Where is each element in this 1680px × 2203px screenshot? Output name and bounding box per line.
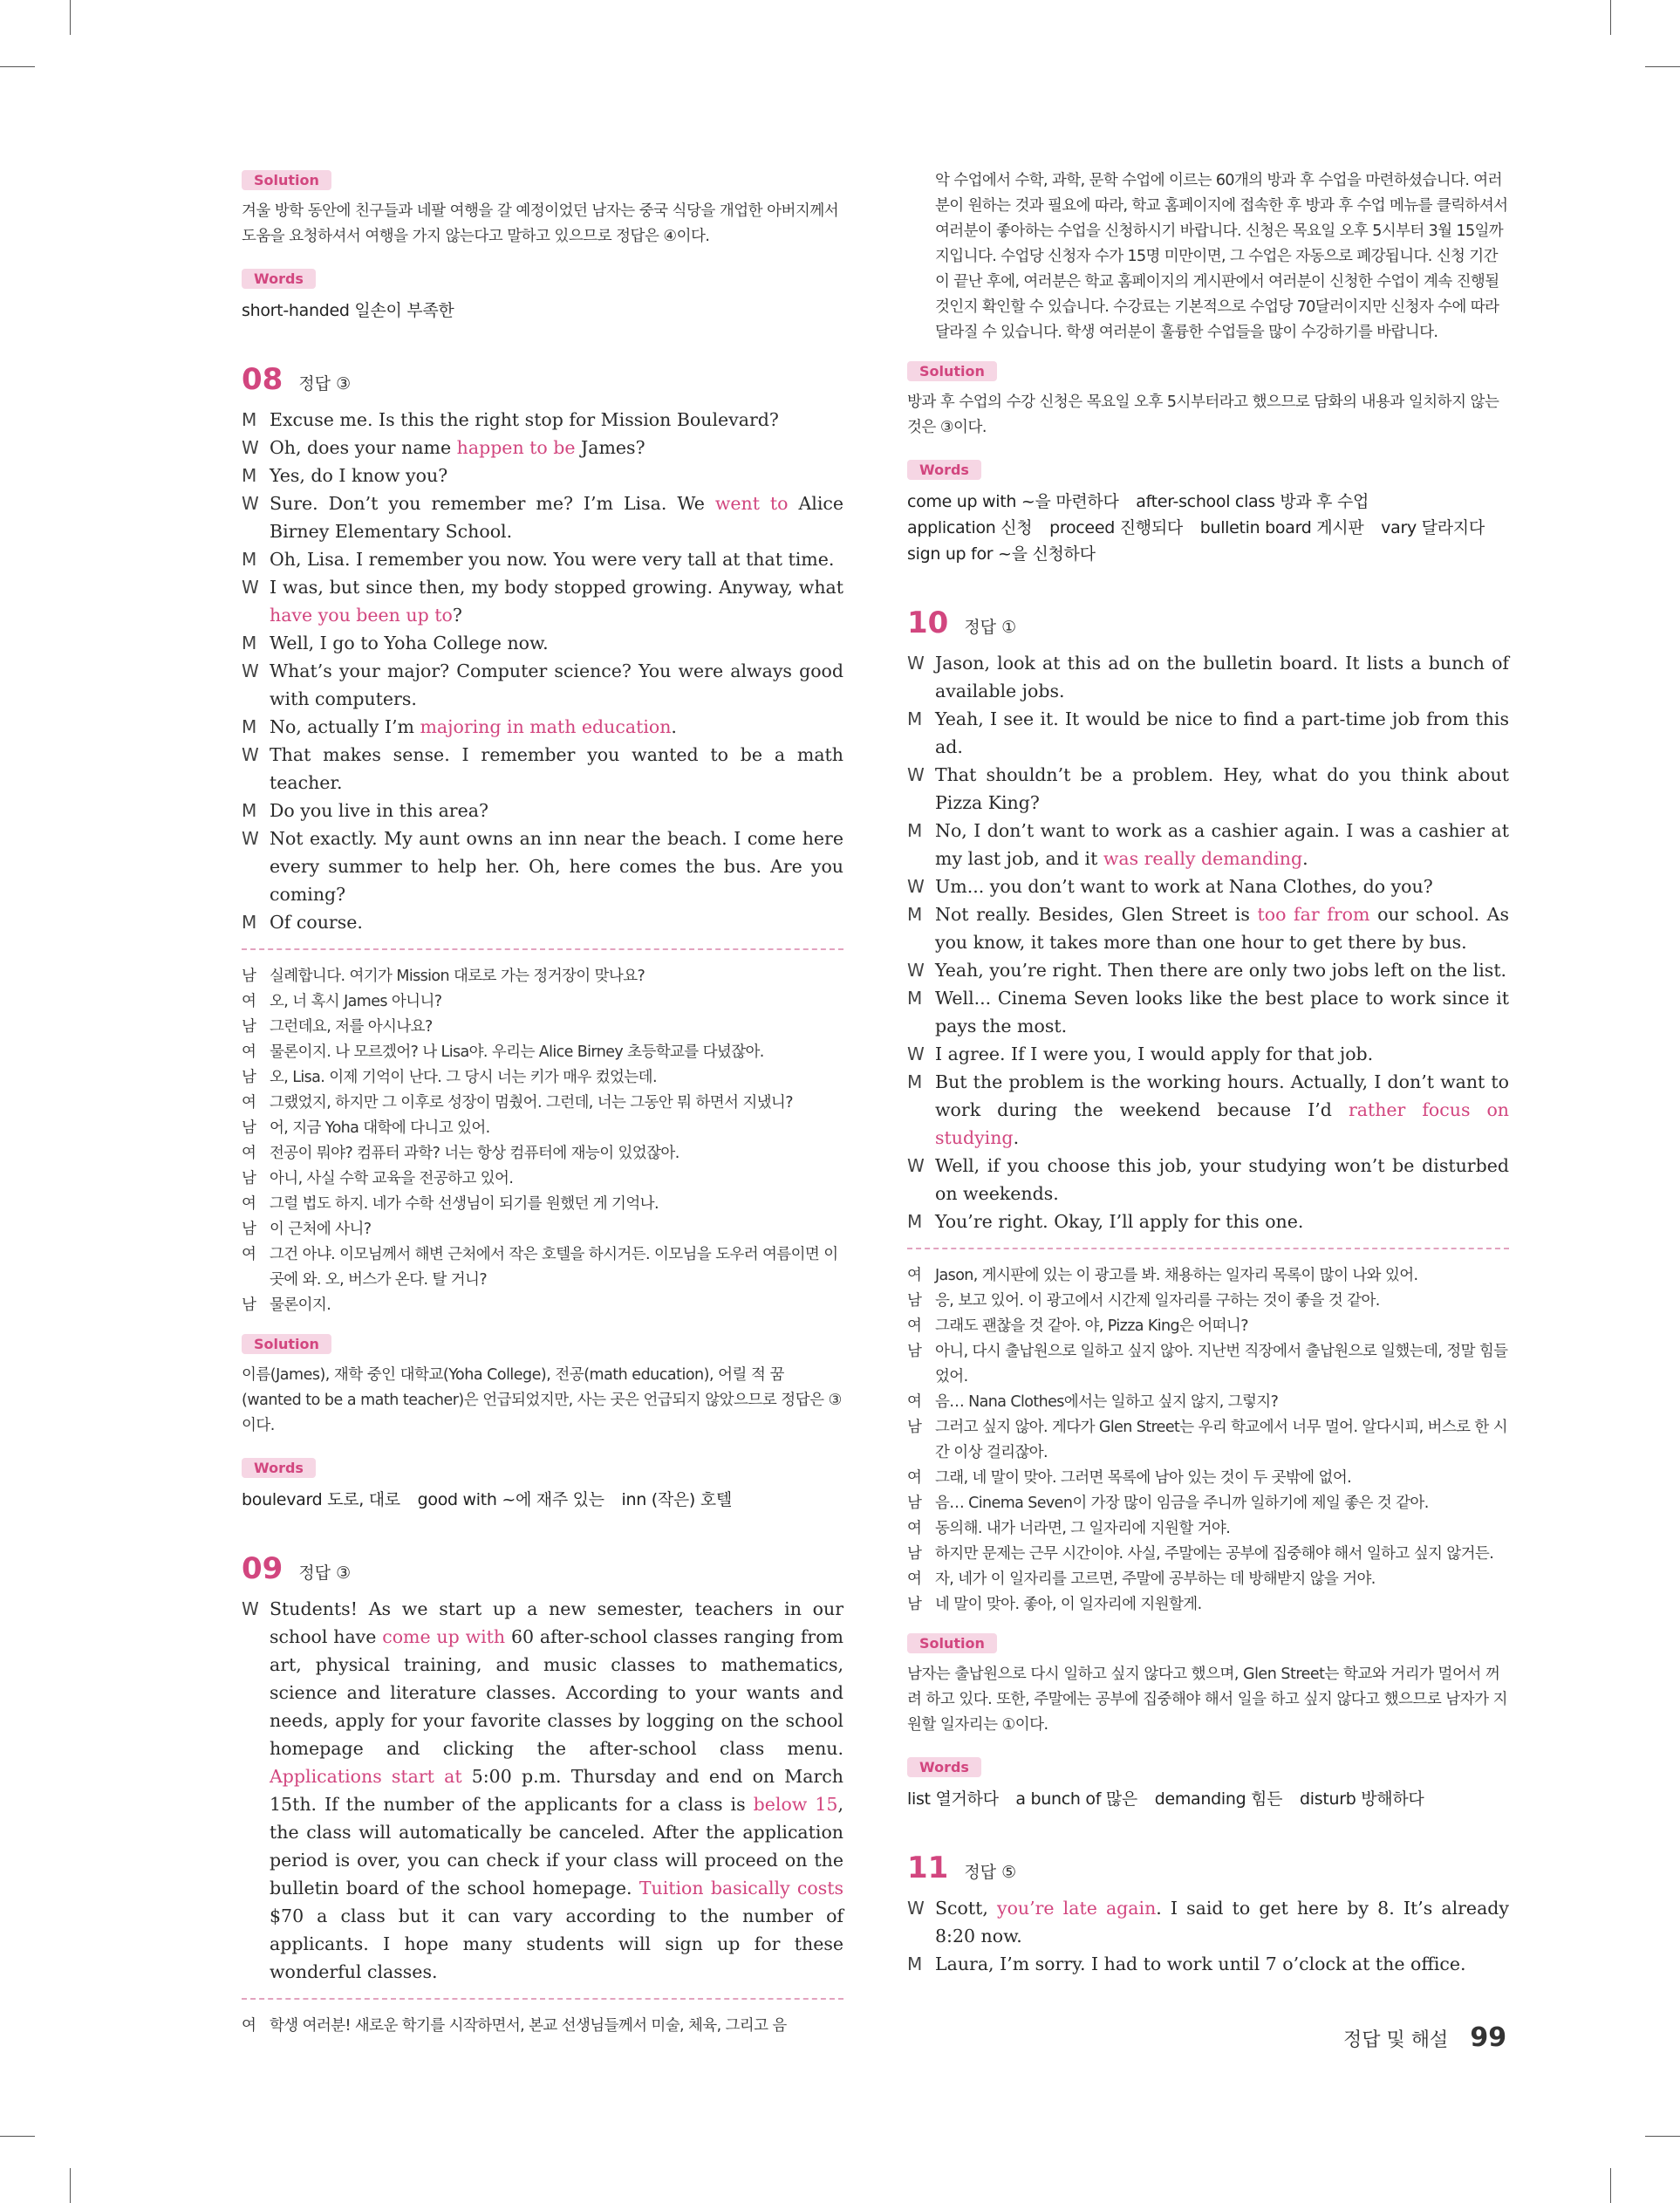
highlighted-phrase: you’re late again [996,1898,1157,1919]
speaker: W [907,764,925,785]
text-segment: , the class will automatically be canceled. After the application period is over, you can check if your class will proceed on the bulletin board of the school homepage. [270,1794,843,1899]
translation-text: 그런데요, 저를 아시나요? [270,1018,433,1036]
word-item: bulletin board 게시판 [1199,518,1364,537]
dialogue-line [907,956,1509,984]
translation-line [242,2014,843,2039]
dialogue-text [270,824,843,908]
q10-heading [907,605,1509,640]
speaker: W [242,744,259,765]
left-column [242,170,843,2039]
word-item: demanding 힘든 [1154,1789,1283,1809]
speaker: 여 [907,1570,922,1588]
translation-text: 음… Nana Clothes에서는 일하고 싶지 않지, 그렇지? [935,1393,1279,1411]
solution-tag: Solution [242,170,331,190]
right-column [907,168,1509,1978]
q08-translation [242,964,843,1318]
q10-solution [907,1633,1509,1738]
text-segment: Yes, do I know you? [270,465,448,486]
text-segment: ? [452,605,462,626]
word-item: boulevard 도로, 대로 [242,1490,400,1509]
speaker: M [907,988,923,1009]
translation-text: 물론이지. [270,1296,331,1314]
translation-text: 음… Cinema Seven이 가장 많이 임금을 주니까 일하기에 제일 좋은 것 같아. [935,1495,1429,1512]
dialogue-text [935,900,1509,956]
text-segment: Do you live in this area? [270,800,488,821]
dialogue-text [935,1152,1509,1208]
speaker: M [242,633,257,653]
question-number: 09 [242,1551,283,1586]
q10-words [907,1757,1509,1812]
words-list [242,1487,843,1513]
word-item: a bunch of 많은 [1015,1789,1137,1809]
crop-mark [0,2136,35,2137]
dialogue-line [242,489,843,545]
answer-label: 정답 ① [964,618,1017,637]
translation-line [907,1592,1509,1618]
speaker: 남 [907,1343,922,1360]
text-segment: James? [575,437,645,458]
translation-line [907,1466,1509,1491]
dialogue-text [270,1595,843,1986]
text-segment: That makes sense. I remember you wanted to be a math teacher. [270,744,843,793]
word-item: inn (작은) 호텔 [621,1490,732,1509]
q07-words [242,269,843,324]
q08-words [242,1458,843,1513]
speaker: 여 [907,1267,922,1284]
highlighted-phrase: was really demanding [1103,848,1303,869]
dialogue-line [242,741,843,797]
translation-text: 전공이 뭐야? 컴퓨터 과학? 너는 항상 컴퓨터에 재능이 있었잖아. [270,1145,680,1162]
text-segment: $70 a class but it can vary according to the number of applicants. I hope many students will sign up for these wonderful classes. [270,1905,843,1982]
text-segment: Well, if you choose this job, your studying won’t be disturbed on weekends. [935,1155,1509,1204]
translation-line [242,1217,843,1242]
word-item: short-handed 일손이 부족한 [242,301,454,320]
solution-tag: Solution [242,1334,331,1354]
text-segment: Jason, look at this ad on the bulletin board. It lists a bunch of available jobs. [935,653,1509,701]
dialogue-text [935,817,1509,872]
translation-line [242,1116,843,1141]
q10-dialogue [907,649,1509,1235]
q08-dialogue [242,406,843,936]
speaker: 남 [242,1069,256,1086]
answer-label: 정답 ③ [298,374,352,393]
speaker: W [242,437,259,458]
word-item: come up with ~을 마련하다 [907,492,1119,511]
highlighted-phrase: Tuition basically costs [639,1878,843,1899]
highlighted-phrase: rather focus on studying [935,1099,1510,1148]
word-item: disturb 방해하다 [1300,1789,1424,1809]
text-segment: Alice Birney Elementary School. [270,493,844,542]
word-item: list 열거하다 [907,1789,999,1809]
dialogue-text [935,761,1509,817]
translation-line [907,1339,1509,1390]
q08-solution [242,1334,843,1439]
dialogue-text [270,908,843,936]
solution-text: 남자는 출납원으로 다시 일하고 싶지 않다고 했으며, Glen Street는 학교와 거리가 멀어서 꺼려 하고 있다. 또한, 주말에는 공부에 집중해야 해서 일을 하고 싶지 않다고 했으므로 남자가 지원할 일자리는 ①이다. [907,1666,1507,1734]
speaker: 여 [242,1145,256,1162]
crop-mark [1610,0,1611,35]
translation-line [242,1166,843,1192]
divider [242,1998,843,2000]
answer-label: 정답 ③ [298,1563,352,1583]
dialogue-line [242,434,843,462]
speaker: M [907,904,923,925]
text-segment: Yeah, you’re right. Then there are only two jobs left on the list. [935,960,1507,981]
speaker: M [242,912,257,933]
q09-solution [907,361,1509,441]
text-segment: That shouldn’t be a problem. Hey, what do you think about Pizza King? [935,764,1509,813]
question-number: 08 [242,362,283,397]
word-item: proceed 진행되다 [1049,518,1183,537]
translation-text: 그러고 싶지 않아. 게다가 Glen Street는 우리 학교에서 너무 멀어. 알다시피, 버스로 한 시간 이상 걸리잖아. [935,1419,1508,1461]
translation-line [242,1040,843,1065]
dialogue-text [270,406,843,434]
solution-text: 겨울 방학 동안에 친구들과 네팔 여행을 갈 예정이었던 남자는 중국 식당을 개업한 아버지께서 도움을 요청하셔서 여행을 가지 않는다고 말하고 있으므로 정답은 ④이다. [242,202,839,245]
dialogue-text [270,657,843,713]
translation-text: 그건 아냐. 이모님께서 해변 근처에서 작은 호텔을 하시거든. 이모님을 도우러 여름이면 이곳에 와. 오, 버스가 온다. 탈 거니? [270,1246,838,1289]
speaker: 남 [242,1221,256,1238]
translation-line [907,1516,1509,1542]
speaker: 여 [242,993,256,1010]
dialogue-text [935,1068,1509,1152]
words-list [242,298,843,324]
crop-mark [1645,2136,1680,2137]
text-segment: Well, I go to Yoha College now. [270,633,549,653]
q11-heading [907,1851,1509,1885]
dialogue-line [907,900,1509,956]
speaker: W [907,960,925,981]
words-list [907,1786,1509,1812]
crop-mark [0,66,35,67]
translation-line [242,1091,843,1116]
crop-mark [1610,2168,1611,2203]
dialogue-line [907,1208,1509,1235]
speaker: 여 [242,1094,256,1112]
dialogue-text [935,984,1509,1040]
speaker: 남 [907,1596,922,1613]
dialogue-line [907,984,1509,1040]
speaker: M [907,1211,923,1232]
speaker: 여 [907,1520,922,1537]
dialogue-text [270,629,843,657]
translation-text: 아니, 다시 출납원으로 일하고 싶지 않아. 지난번 직장에서 출납원으로 일했는데, 정말 힘들었어. [935,1343,1508,1385]
divider [907,1248,1509,1249]
solution-text: 방과 후 수업의 수강 신청은 목요일 오후 5시부터라고 했으므로 담화의 내용과 일치하지 않는 것은 ③이다. [907,393,1499,436]
text-segment: our school. As you know, it takes more than one hour to get there by bus. [935,904,1510,953]
speaker: 여 [242,1246,256,1263]
dialogue-line [242,545,843,573]
translation-line [907,168,1509,346]
dialogue-line [242,797,843,824]
translation-text: 그럴 법도 하지. 네가 수학 선생님이 되기를 원했던 게 기억나. [270,1195,659,1213]
words-tag: Words [242,269,316,289]
dialogue-line [242,629,843,657]
divider [242,948,843,950]
q08-heading [242,362,843,397]
solution-text: 이름(James), 재학 중인 대학교(Yoha College), 전공(math education), 어릴 적 꿈(wanted to be a math teacher)은 언급되었지만, 사는 곳은 언급되지 않았으므로 정답은 ③이다. [242,1366,842,1434]
dialogue-line [907,1950,1509,1978]
translation-line [907,1567,1509,1592]
dialogue-text [270,489,843,545]
highlighted-phrase: majoring in math education [420,716,672,737]
highlighted-phrase: too far from [1257,904,1370,925]
translation-text: 하지만 문제는 근무 시간이야. 사실, 주말에는 공부에 집중해야 해서 일하고 싶지 않거든. [935,1545,1494,1563]
text-segment: 60 after-school classes ranging from art, physical training, and music classes to mathematics, science and literature classes. According to your wants and needs, apply for your favorite classes by logging on the school homepage and clicking the after-school class menu. [270,1626,843,1759]
q07-solution [242,170,843,250]
speaker: M [907,708,923,729]
translation-text: 자, 네가 이 일자리를 고르면, 주말에 공부하는 데 방해받지 않을 거야. [935,1570,1376,1588]
text-segment: Of course. [270,912,363,933]
translation-text: 아니, 사실 수학 교육을 전공하고 있어. [270,1170,514,1187]
speaker: M [907,1953,923,1974]
translation-text: 그래도 괜찮을 것 같아. 야, Pizza King은 어떠니? [935,1317,1248,1335]
question-number: 11 [907,1851,949,1885]
solution-tag: Solution [907,1633,997,1653]
q09-dialogue [242,1595,843,1986]
dialogue-line [907,817,1509,872]
question-number: 10 [907,605,949,640]
translation-line [242,964,843,989]
crop-mark [70,2168,71,2203]
dialogue-text [935,956,1509,984]
speaker: 여 [907,1469,922,1487]
speaker: M [242,549,257,570]
dialogue-text [270,573,843,629]
dialogue-line [907,705,1509,761]
dialogue-line [242,406,843,434]
dialogue-text [270,434,843,462]
speaker: M [907,820,923,841]
text-segment: Scott, [935,1898,997,1919]
speaker: W [907,1898,925,1919]
speaker: W [242,493,259,514]
translation-text: 오, Lisa. 이제 기억이 난다. 그 당시 너는 키가 매우 컸었는데. [270,1069,657,1086]
q09-words [907,460,1509,567]
translation-text: 오, 너 혹시 James 아니니? [270,993,442,1010]
dialogue-text [935,1950,1509,1978]
highlighted-phrase: Applications start at [270,1766,462,1787]
translation-text: 이 근처에 사니? [270,1221,372,1238]
speaker: W [242,577,259,598]
speaker: M [242,409,257,430]
text-segment: Sure. Don’t you remember me? I’m Lisa. We [270,493,715,514]
words-tag: Words [907,460,981,480]
translation-text: 응, 보고 있어. 이 광고에서 시간제 일자리를 구하는 것이 좋을 것 같아. [935,1292,1380,1310]
text-segment: Not exactly. My aunt owns an inn near the beach. I come here every summer to help her. Oh, here comes the bus. Are you coming? [270,828,843,905]
crop-mark [1645,66,1680,67]
text-segment: . [671,716,677,737]
q10-translation [907,1263,1509,1618]
translation-line [242,989,843,1015]
speaker: 여 [907,1317,922,1335]
footer-section: 정답 및 해설 [1343,2029,1449,2051]
dialogue-text [935,1040,1509,1068]
text-segment: But the problem is the working hours. Actually, I don’t want to work during the weekend because I’d [935,1071,1509,1120]
word-item: good with ~에 재주 있는 [417,1490,604,1509]
translation-text: 악 수업에서 수학, 과학, 문학 수업에 이르는 60개의 방과 후 수업을 마련하셨습니다. 여러분이 원하는 것과 필요에 따라, 학교 홈페이지에 접속한 후 방과 후 수업 메뉴를 클릭하셔서 여러분이 좋아하는 수업을 신청하시기 바랍니다. 신청은 목요일 오후 5시부터 3월 15일까지입니다. 수업당 신청자 수가 15명 미만이면, 그 수업은 자동으로 폐강됩니다. 신청 기간이 끝난 후에, 여러분은 학교 홈페이지의 게시판에서 여러분이 신청한 수업이 계속 진행될 것인지 확인할 수 있습니다. 수강료는 기본적으로 수업당 70달러이지만 신청자 수에 따라 달라질 수 있습니다. 학생 여러분이 훌륭한 수업들을 많이 수강하기를 바랍니다. [935,172,1508,341]
highlighted-phrase: come up with [382,1626,506,1647]
speaker: M [907,1071,923,1092]
speaker: 남 [907,1292,922,1310]
translation-text: Jason, 게시판에 있는 이 광고를 봐. 채용하는 일자리 목록이 많이 나와 있어. [935,1267,1418,1284]
dialogue-text [270,797,843,824]
speaker: M [242,465,257,486]
highlighted-phrase: below 15 [753,1794,838,1815]
text-segment: Oh, does your name [270,437,457,458]
text-segment: No, actually I’m [270,716,420,737]
q11-dialogue [907,1894,1509,1978]
solution-tag: Solution [907,361,997,381]
word-item: application 신청 [907,518,1033,537]
translation-line [242,1141,843,1166]
dialogue-text [935,1208,1509,1235]
text-segment: Not really. Besides, Glen Street is [935,904,1258,925]
text-segment: Excuse me. Is this the right stop for Mission Boulevard? [270,409,779,430]
dialogue-line [907,1152,1509,1208]
text-segment: Um... you don’t want to work at Nana Clothes, do you? [935,876,1433,897]
speaker: 남 [242,968,256,985]
translation-line [907,1289,1509,1314]
dialogue-text [935,1894,1509,1950]
translation-text: 그래, 네 말이 맞아. 그러면 목록에 남아 있는 것이 두 곳밖에 없어. [935,1469,1352,1487]
speaker: 남 [907,1545,922,1563]
dialogue-line [242,713,843,741]
translation-line [242,1242,843,1293]
words-tag: Words [242,1458,316,1478]
speaker: 남 [907,1419,922,1436]
speaker: 남 [907,1495,922,1512]
text-segment: Well... Cinema Seven looks like the best place to work since it pays the most. [935,988,1509,1037]
translation-text: 학생 여러분! 새로운 학기를 시작하면서, 본교 선생님들께서 미술, 체육, 그리고 음 [270,2017,787,2035]
dialogue-text [270,545,843,573]
dialogue-line [907,872,1509,900]
answer-label: 정답 ⑤ [964,1863,1017,1882]
text-segment: . [1302,848,1308,869]
speaker: 남 [242,1018,256,1036]
translation-line [242,1192,843,1217]
page-number: 99 [1470,2022,1507,2053]
translation-text: 네 말이 맞아. 좋아, 이 일자리에 지원할게. [935,1596,1202,1613]
text-segment: . [1013,1127,1020,1148]
dialogue-text [935,872,1509,900]
translation-text: 물론이지. 나 모르겠어? 나 Lisa야. 우리는 Alice Birney 초등학교를 다녔잖아. [270,1043,764,1061]
speaker: W [907,1155,925,1176]
dialogue-line [242,1595,843,1986]
dialogue-line [907,761,1509,817]
text-segment: No, I don’t want to work as a cashier again. I was a cashier at my last job, and it [935,820,1509,869]
speaker: 여 [242,1043,256,1061]
text-segment: 5:00 p.m. Thursday and end on March 15th. If the number of the applicants for a class is [270,1766,843,1815]
dialogue-text [270,741,843,797]
page-footer [1343,2022,1640,2053]
translation-line [907,1263,1509,1289]
speaker: W [907,653,925,674]
dialogue-text [270,713,843,741]
translation-text: 동의해. 내가 너라면, 그 일자리에 지원할 거야. [935,1520,1231,1537]
translation-text: 실례합니다. 여기가 Mission 대로로 가는 정거장이 맞나요? [270,968,645,985]
translation-line [907,1491,1509,1516]
text-segment: You’re right. Okay, I’ll apply for this one. [935,1211,1304,1232]
speaker: W [242,828,259,849]
dialogue-text [935,705,1509,761]
text-segment: What’s your major? Computer science? You were always good with computers. [270,660,843,709]
translation-line [907,1542,1509,1567]
dialogue-text [935,649,1509,705]
crop-mark [70,0,71,35]
speaker: 남 [242,1119,256,1137]
dialogue-line [907,1040,1509,1068]
word-item: vary 달라지다 [1381,518,1485,537]
speaker: 여 [907,1393,922,1411]
translation-line [907,1415,1509,1466]
highlighted-phrase: happen to be [456,437,576,458]
text-segment: . I said to get here by 8. It’s already 8:20 now. [935,1898,1509,1946]
dialogue-line [907,649,1509,705]
text-segment: Students! As we start up a new semester, teachers in our school have [270,1598,843,1647]
word-item: sign up for ~을 신청하다 [907,544,1096,564]
words-list [907,489,1509,567]
text-segment: Oh, Lisa. I remember you now. You were very tall at that time. [270,549,835,570]
translation-line [242,1015,843,1040]
speaker: W [242,660,259,681]
speaker: M [242,716,257,737]
dialogue-line [242,657,843,713]
word-item: after-school class 방과 후 수업 [1136,492,1369,511]
translation-line [907,1390,1509,1415]
speaker: W [907,876,925,897]
speaker: W [242,1598,259,1619]
translation-line [242,1293,843,1318]
speaker: 여 [242,1195,256,1213]
dialogue-line [907,1894,1509,1950]
words-tag: Words [907,1757,981,1777]
highlighted-phrase: went to [714,493,789,514]
text-segment: Yeah, I see it. It would be nice to find a part-time job from this ad. [935,708,1509,757]
highlighted-phrase: have you been up to [270,605,453,626]
speaker: M [242,800,257,821]
translation-text: 어, 지금 Yoha 대학에 다니고 있어. [270,1119,490,1137]
dialogue-line [907,1068,1509,1152]
dialogue-text [270,462,843,489]
dialogue-line [242,824,843,908]
dialogue-line [242,908,843,936]
speaker: 여 [242,2017,256,2035]
q09-translation-cont [907,168,1509,346]
text-segment: I was, but since then, my body stopped growing. Anyway, what [270,577,843,598]
speaker: W [907,1043,925,1064]
translation-text: 그랬었지, 하지만 그 이후로 성장이 멈췄어. 그런데, 너는 그동안 뭐 하면서 지냈니? [270,1094,793,1112]
text-segment: I agree. If I were you, I would apply for that job. [935,1043,1374,1064]
text-segment: Laura, I’m sorry. I had to work until 7 o’clock at the office. [935,1953,1466,1974]
speaker: 남 [242,1296,256,1314]
dialogue-line [242,462,843,489]
translation-line [242,1065,843,1091]
dialogue-line [242,573,843,629]
speaker: 남 [242,1170,256,1187]
q09-translation-start [242,2014,843,2039]
translation-line [907,1314,1509,1339]
q09-heading [242,1551,843,1586]
